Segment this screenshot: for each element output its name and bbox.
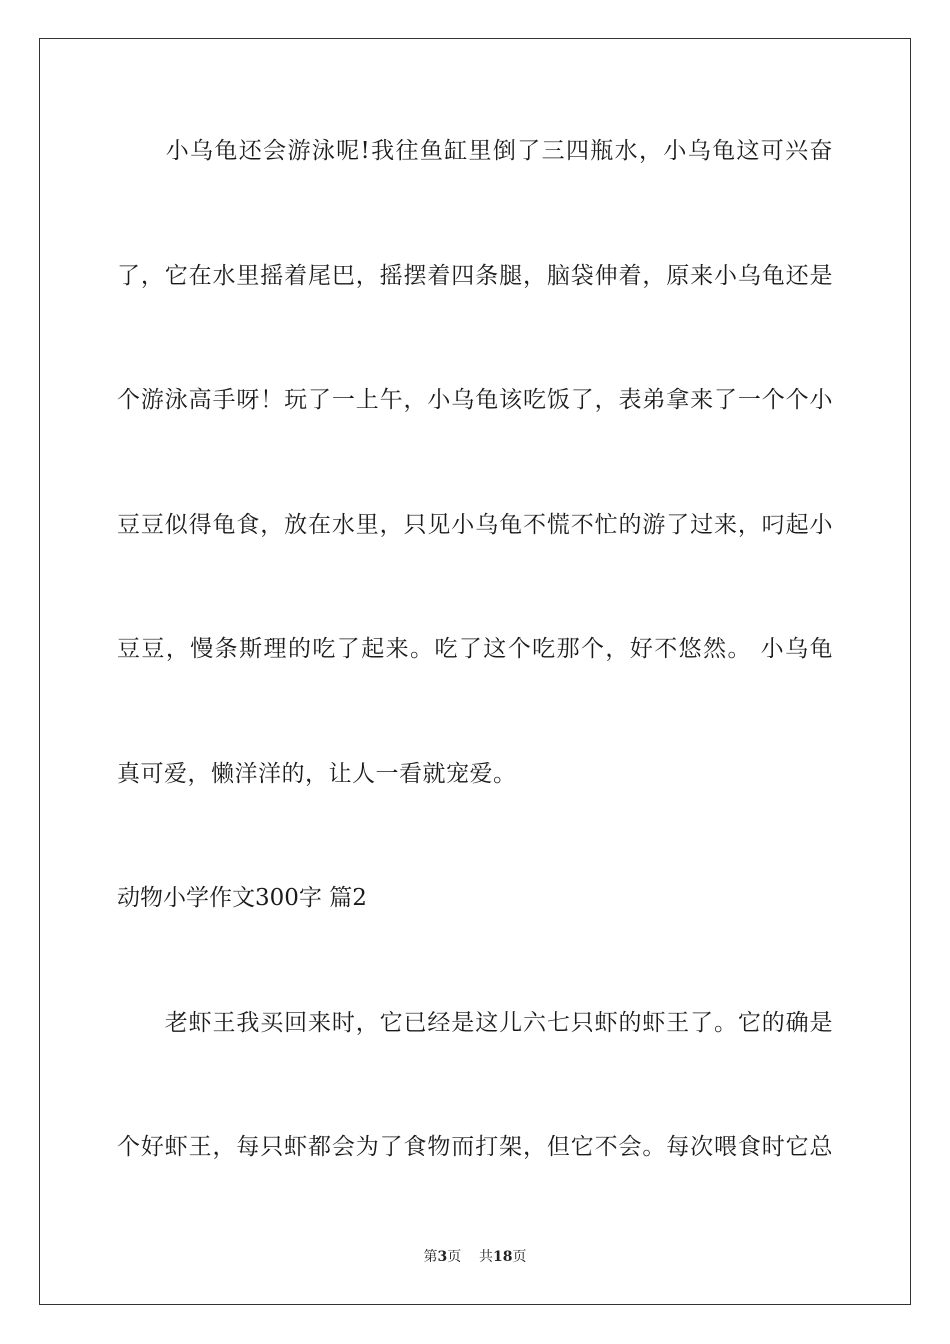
text-line: 豆豆似得龟食，放在水里，只见小乌龟不慌不忙的游了过来，叼起小 [117,512,833,538]
section-heading: 动物小学作文300字 篇2 [117,885,367,911]
page-suffix: 页 [447,1249,462,1265]
text-line: 小乌龟还会游泳呢!我往鱼缸里倒了三四瓶水，小乌龟这可兴奋 [117,138,833,164]
text-line: 真可爱，懒洋洋的，让人一看就宠爱。 [117,761,517,787]
text-line: 个游泳高手呀！玩了一上午，小乌龟该吃饭了，表弟拿来了一个个小 [117,387,833,413]
text-line: 了，它在水里摇着尾巴，摇摆着四条腿，脑袋伸着，原来小乌龟还是 [117,263,833,289]
total-pages: 18 [493,1249,513,1265]
text-line: 个好虾王，每只虾都会为了食物而打架，但它不会。每次喂食时它总 [117,1134,833,1160]
text-line: 老虾王我买回来时，它已经是这儿六七只虾的虾王了。它的确是 [117,1010,833,1036]
page-number: 3 [437,1249,448,1265]
page-prefix: 第 [423,1249,438,1265]
total-suffix: 页 [512,1249,527,1265]
total-prefix: 共 [479,1249,494,1265]
page-footer [0,1248,950,1266]
page-border [39,38,911,1305]
text-line: 豆豆，慢条斯理的吃了起来。吃了这个吃那个，好不悠然。 小乌龟 [117,636,833,662]
